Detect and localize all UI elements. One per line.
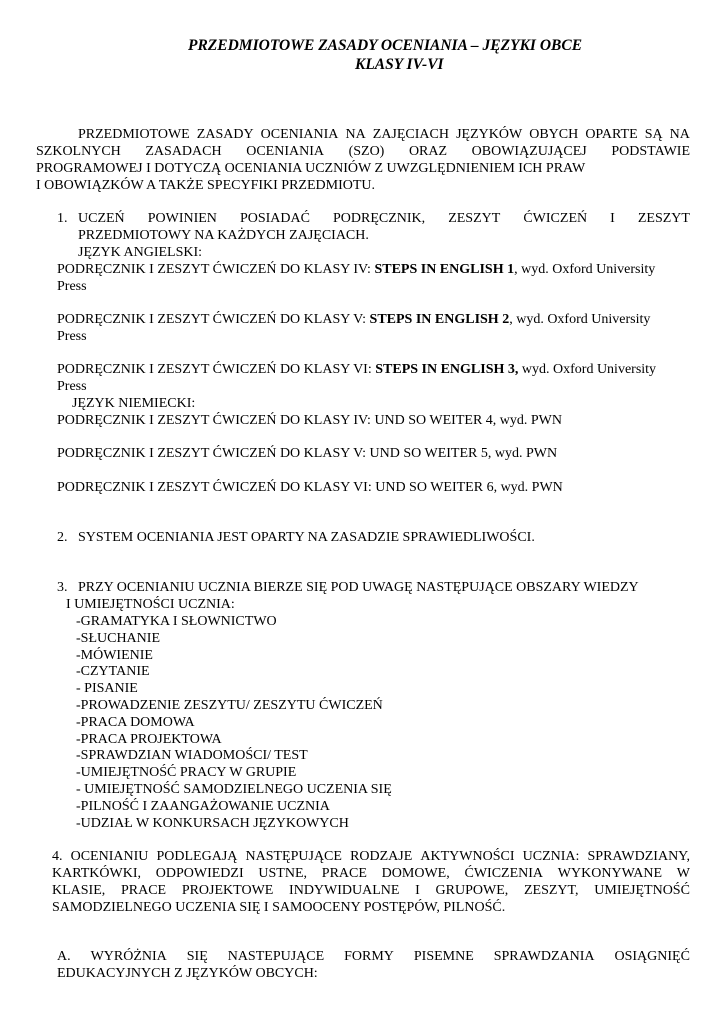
english-book-6-title: STEPS IN ENGLISH 3, xyxy=(375,362,519,377)
area-item: -PILNOŚĆ I ZAANGAŻOWANIE UCZNIA xyxy=(76,798,330,814)
intro-line-4: I OBOWIĄZKÓW A TAKŻE SPECYFIKI PRZEDMIOTU. xyxy=(36,178,376,193)
english-book-5-title: STEPS IN ENGLISH 2 xyxy=(369,312,510,327)
area-item: -MÓWIENIE xyxy=(76,647,153,663)
area-item: -CZYTANIE xyxy=(76,664,150,680)
german-book-4: PODRĘCZNIK I ZESZYT ĆWICZEŃ DO KLASY IV: UND SO WEITER 4, wyd. PWN xyxy=(57,413,563,428)
point-4-line-2: KARTKÓWKI, ODPOWIEDZI USTNE, PRACE DOMOWE, ĆWICZENIA WYKONYWANE W xyxy=(52,866,690,881)
area-item: -GRAMATYKA I SŁOWNICTWO xyxy=(76,614,277,629)
point-4-line-1: 4. OCENIANIU PODLEGAJĄ NASTĘPUJĄCE RODZAJE AKTYWNOŚCI UCZNIA: SPRAWDZIANY, xyxy=(52,849,690,864)
english-book-6: PODRĘCZNIK I ZESZYT ĆWICZEŃ DO KLASY VI: STEPS IN ENGLISH 3, wyd. Oxford University xyxy=(57,362,657,377)
point-1-line-2: PRZEDMIOTOWY NA KAŻDYCH ZAJĘCIACH. xyxy=(78,228,369,243)
intro-line-1: PRZEDMIOTOWE ZASADY OCENIANIA NA ZAJĘCIACH JĘZYKÓW OBYCH OPARTE SĄ NA xyxy=(78,127,690,142)
point-2-text: SYSTEM OCENIANIA JEST OPARTY NA ZASADZIE SPRAWIEDLIWOŚCI. xyxy=(78,530,535,545)
document-title: PRZEDMIOTOWE ZASADY OCENIANIA – JĘZYKI OBCE xyxy=(188,37,583,54)
point-4-line-3: KLASIE, PRACE PROJEKTOWE INDYWIDUALNE I GRUPOWE, ZESZYT, UMIEJĘTNOŚĆ xyxy=(52,883,690,898)
intro-line-2: SZKOLNYCH ZASADACH OCENIANIA (SZO) ORAZ OBOWIĄZUJĄCEJ PODSTAWIE xyxy=(36,144,690,159)
area-item: -PRACA DOMOWA xyxy=(76,714,195,730)
english-heading: JĘZYK ANGIELSKI: xyxy=(78,245,203,260)
intro-line-3: PROGRAMOWEJ I DOTYCZĄ OCENIANIA UCZNIÓW Z UWZGLĘDNIENIEM ICH PRAW xyxy=(36,161,586,176)
area-item: -PRACA PROJEKTOWA xyxy=(76,731,222,747)
point-2-number: 2. xyxy=(57,530,68,545)
document-subtitle: KLASY IV-VI xyxy=(355,56,444,73)
english-book-4: PODRĘCZNIK I ZESZYT ĆWICZEŃ DO KLASY IV: STEPS IN ENGLISH 1, wyd. Oxford University xyxy=(57,262,656,277)
english-book-4-title: STEPS IN ENGLISH 1 xyxy=(374,262,515,277)
point-1-line-1: UCZEŃ POWINIEN POSIADAĆ PODRĘCZNIK, ZESZYT ĆWICZEŃ I ZESZYT xyxy=(78,211,690,226)
point-1-number: 1. xyxy=(57,211,68,226)
english-book-6-wrap: Press xyxy=(57,379,87,394)
area-item: -PROWADZENIE ZESZYTU/ ZESZYTU ĆWICZEŃ xyxy=(76,698,383,713)
english-book-5: PODRĘCZNIK I ZESZYT ĆWICZEŃ DO KLASY V: STEPS IN ENGLISH 2, wyd. Oxford University xyxy=(57,312,651,327)
point-3-line-1: PRZY OCENIANIU UCZNIA BIERZE SIĘ POD UWAGĘ NASTĘPUJĄCE OBSZARY WIEDZY xyxy=(78,580,639,595)
point-a-line-2: EDUKACYJNYCH Z JĘZYKÓW OBCYCH: xyxy=(57,966,318,981)
point-3-line-2: I UMIEJĘTNOŚCI UCZNIA: xyxy=(66,597,235,612)
english-book-4-wrap: Press xyxy=(57,279,87,294)
english-book-5-wrap: Press xyxy=(57,329,87,344)
area-item: -UMIEJĘTNOŚĆ PRACY W GRUPIE xyxy=(76,765,297,781)
point-3-number: 3. xyxy=(57,580,68,595)
area-item: -SPRAWDZIAN WIADOMOŚCI/ TEST xyxy=(76,748,308,764)
point-a-line-1: A. WYRÓŻNIA SIĘ NASTEPUJĄCE FORMY PISEMNE SPRAWDZANIA OSIĄGNIĘĆ xyxy=(57,949,690,964)
area-item: -SŁUCHANIE xyxy=(76,630,160,646)
german-book-6: PODRĘCZNIK I ZESZYT ĆWICZEŃ DO KLASY VI: UND SO WEITER 6, wyd. PWN xyxy=(57,480,563,495)
german-heading: JĘZYK NIEMIECKI: xyxy=(72,396,196,411)
german-book-5: PODRĘCZNIK I ZESZYT ĆWICZEŃ DO KLASY V: UND SO WEITER 5, wyd. PWN xyxy=(57,446,558,461)
area-item: - UMIEJĘTNOŚĆ SAMODZIELNEGO UCZENIA SIĘ xyxy=(76,782,392,797)
area-item: -UDZIAŁ W KONKURSACH JĘZYKOWYCH xyxy=(76,815,349,831)
point-4-line-4: SAMODZIELNEGO UCZENIA SIĘ I SAMOOCENY POSTĘPÓW, PILNOŚĆ. xyxy=(52,900,506,915)
area-item: - PISANIE xyxy=(76,681,138,697)
